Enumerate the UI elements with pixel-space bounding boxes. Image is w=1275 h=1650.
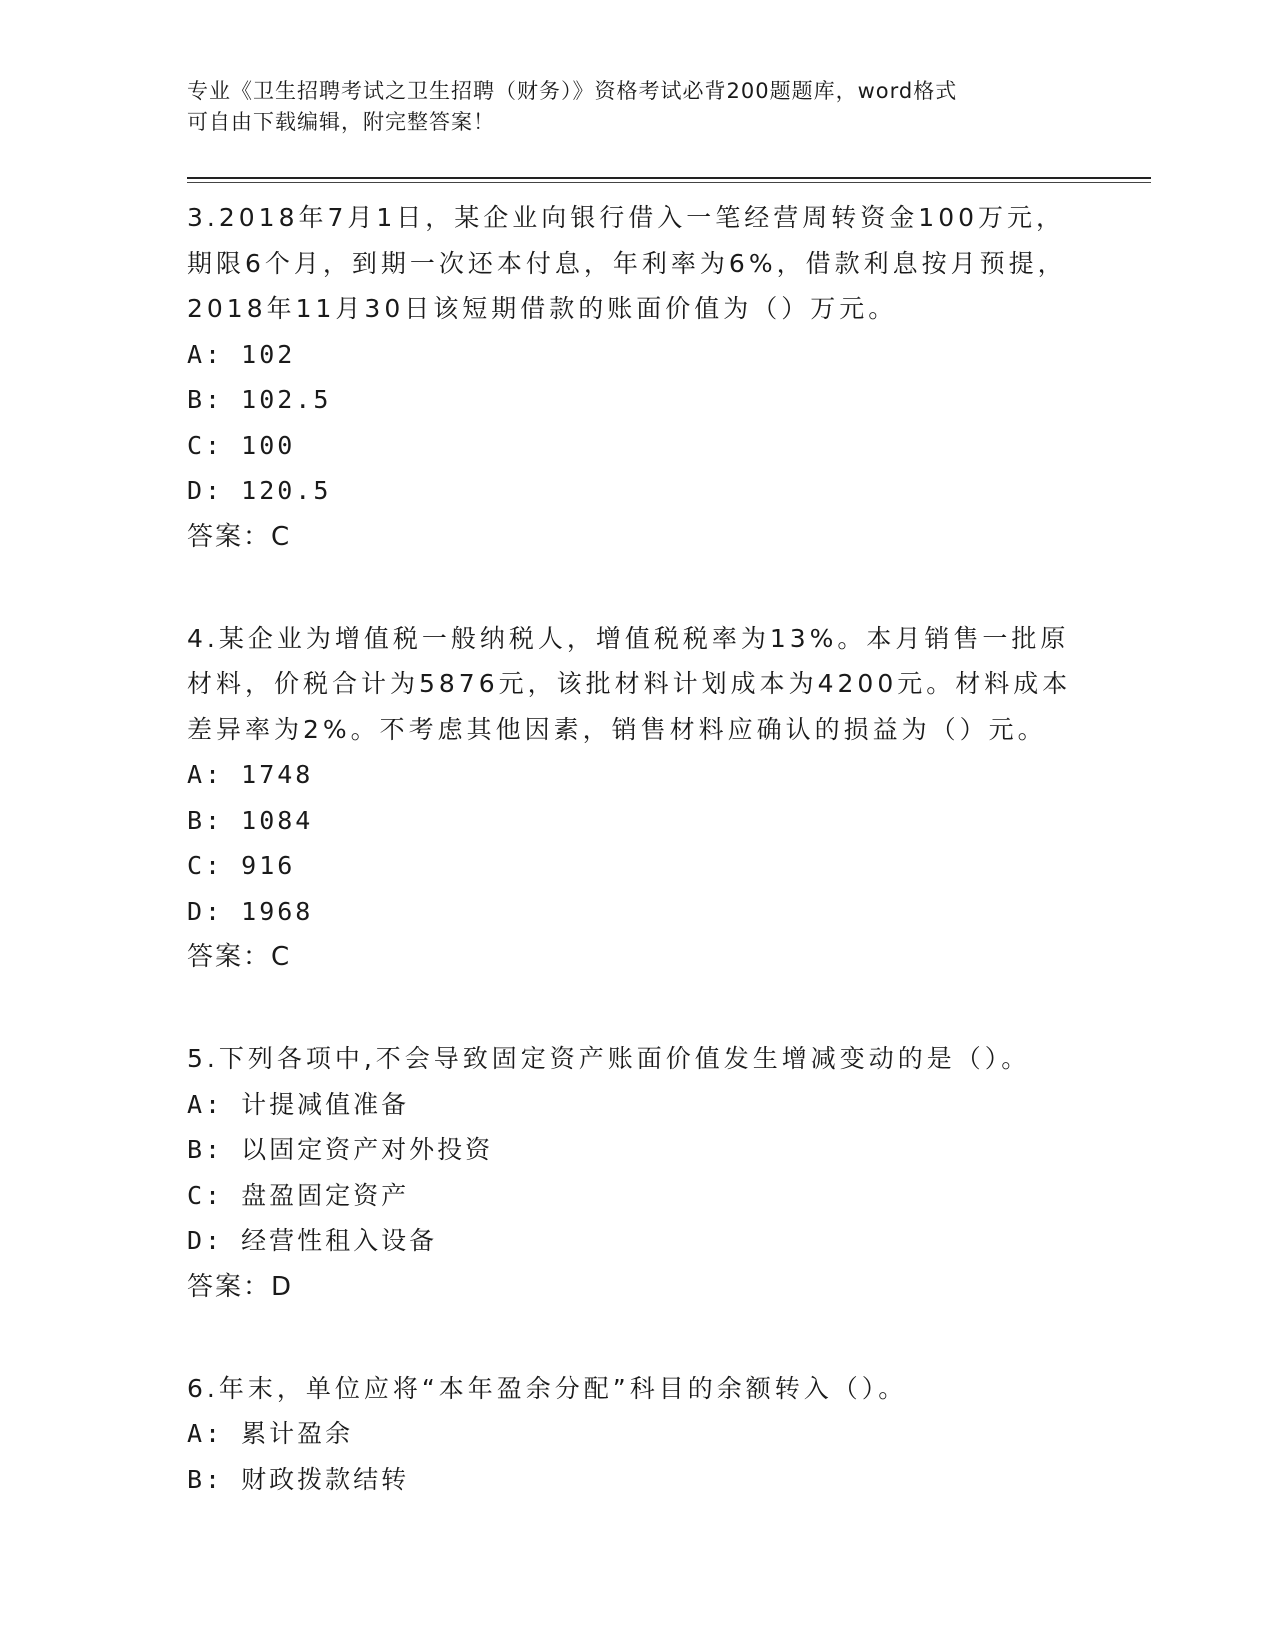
answer-line: 答案：D: [187, 1271, 294, 1302]
option-b: B: 财政拨款结转: [187, 1464, 410, 1494]
option-d: D: 120.5: [187, 476, 332, 505]
option-c: C: 100: [187, 430, 296, 460]
question-stem: 6.年末，单位应将“本年盈余分配”科目的余额转入（）。: [187, 1373, 908, 1403]
option-b: B: 1084: [187, 805, 314, 835]
option-c: C: 916: [187, 851, 296, 880]
question-stem: 5.下列各项中,不会导致固定资产账面价值发生增减变动的是（）。: [187, 1044, 1031, 1073]
question-stem: 4.某企业为增值税一般纳税人，增值税税率为13%。本月销售一批原材料，价税合计为5876元，该批材料计划成本为4200元。材料成本差异率为2%。不考虑其他因素，销售材料应确认的损益为（）元。: [187, 623, 1072, 744]
header-divider-thin: [187, 182, 1151, 183]
option-a: A: 1748: [187, 760, 314, 789]
answer-line: 答案：C: [187, 521, 292, 552]
option-a: A: 计提减值准备: [187, 1089, 410, 1119]
option-a: A: 累计盈余: [187, 1419, 354, 1448]
question-6: [187, 1366, 1087, 1503]
answer-line: 答案：C: [187, 942, 292, 972]
option-b: B: 以固定资产对外投资: [187, 1135, 494, 1164]
document-header: [187, 76, 1067, 138]
option-a: A: 102: [187, 339, 296, 369]
header-line-1: 专业《卫生招聘考试之卫生招聘（财务）》资格考试必背200题题库，word格式: [187, 79, 958, 103]
question-5: [187, 1036, 1087, 1310]
question-list: [187, 195, 1087, 1558]
question-3: [187, 195, 1087, 560]
option-b: B: 102.5: [187, 385, 332, 414]
option-d: D: 1968: [187, 896, 314, 926]
header-divider-thick: [187, 177, 1151, 179]
header-line-2: 可自由下载编辑，附完整答案！: [187, 110, 495, 134]
question-stem: 3.2018年7月1日，某企业向银行借入一笔经营周转资金100万元，期限6个月，到期一次还本付息，年利率为6%，借款利息按月预提，2018年11月30日该短期借款的账面价值为（）万元。: [187, 203, 1067, 323]
question-4: [187, 616, 1087, 981]
option-d: D: 经营性租入设备: [187, 1226, 438, 1255]
option-c: C: 盘盈固定资产: [187, 1180, 410, 1210]
